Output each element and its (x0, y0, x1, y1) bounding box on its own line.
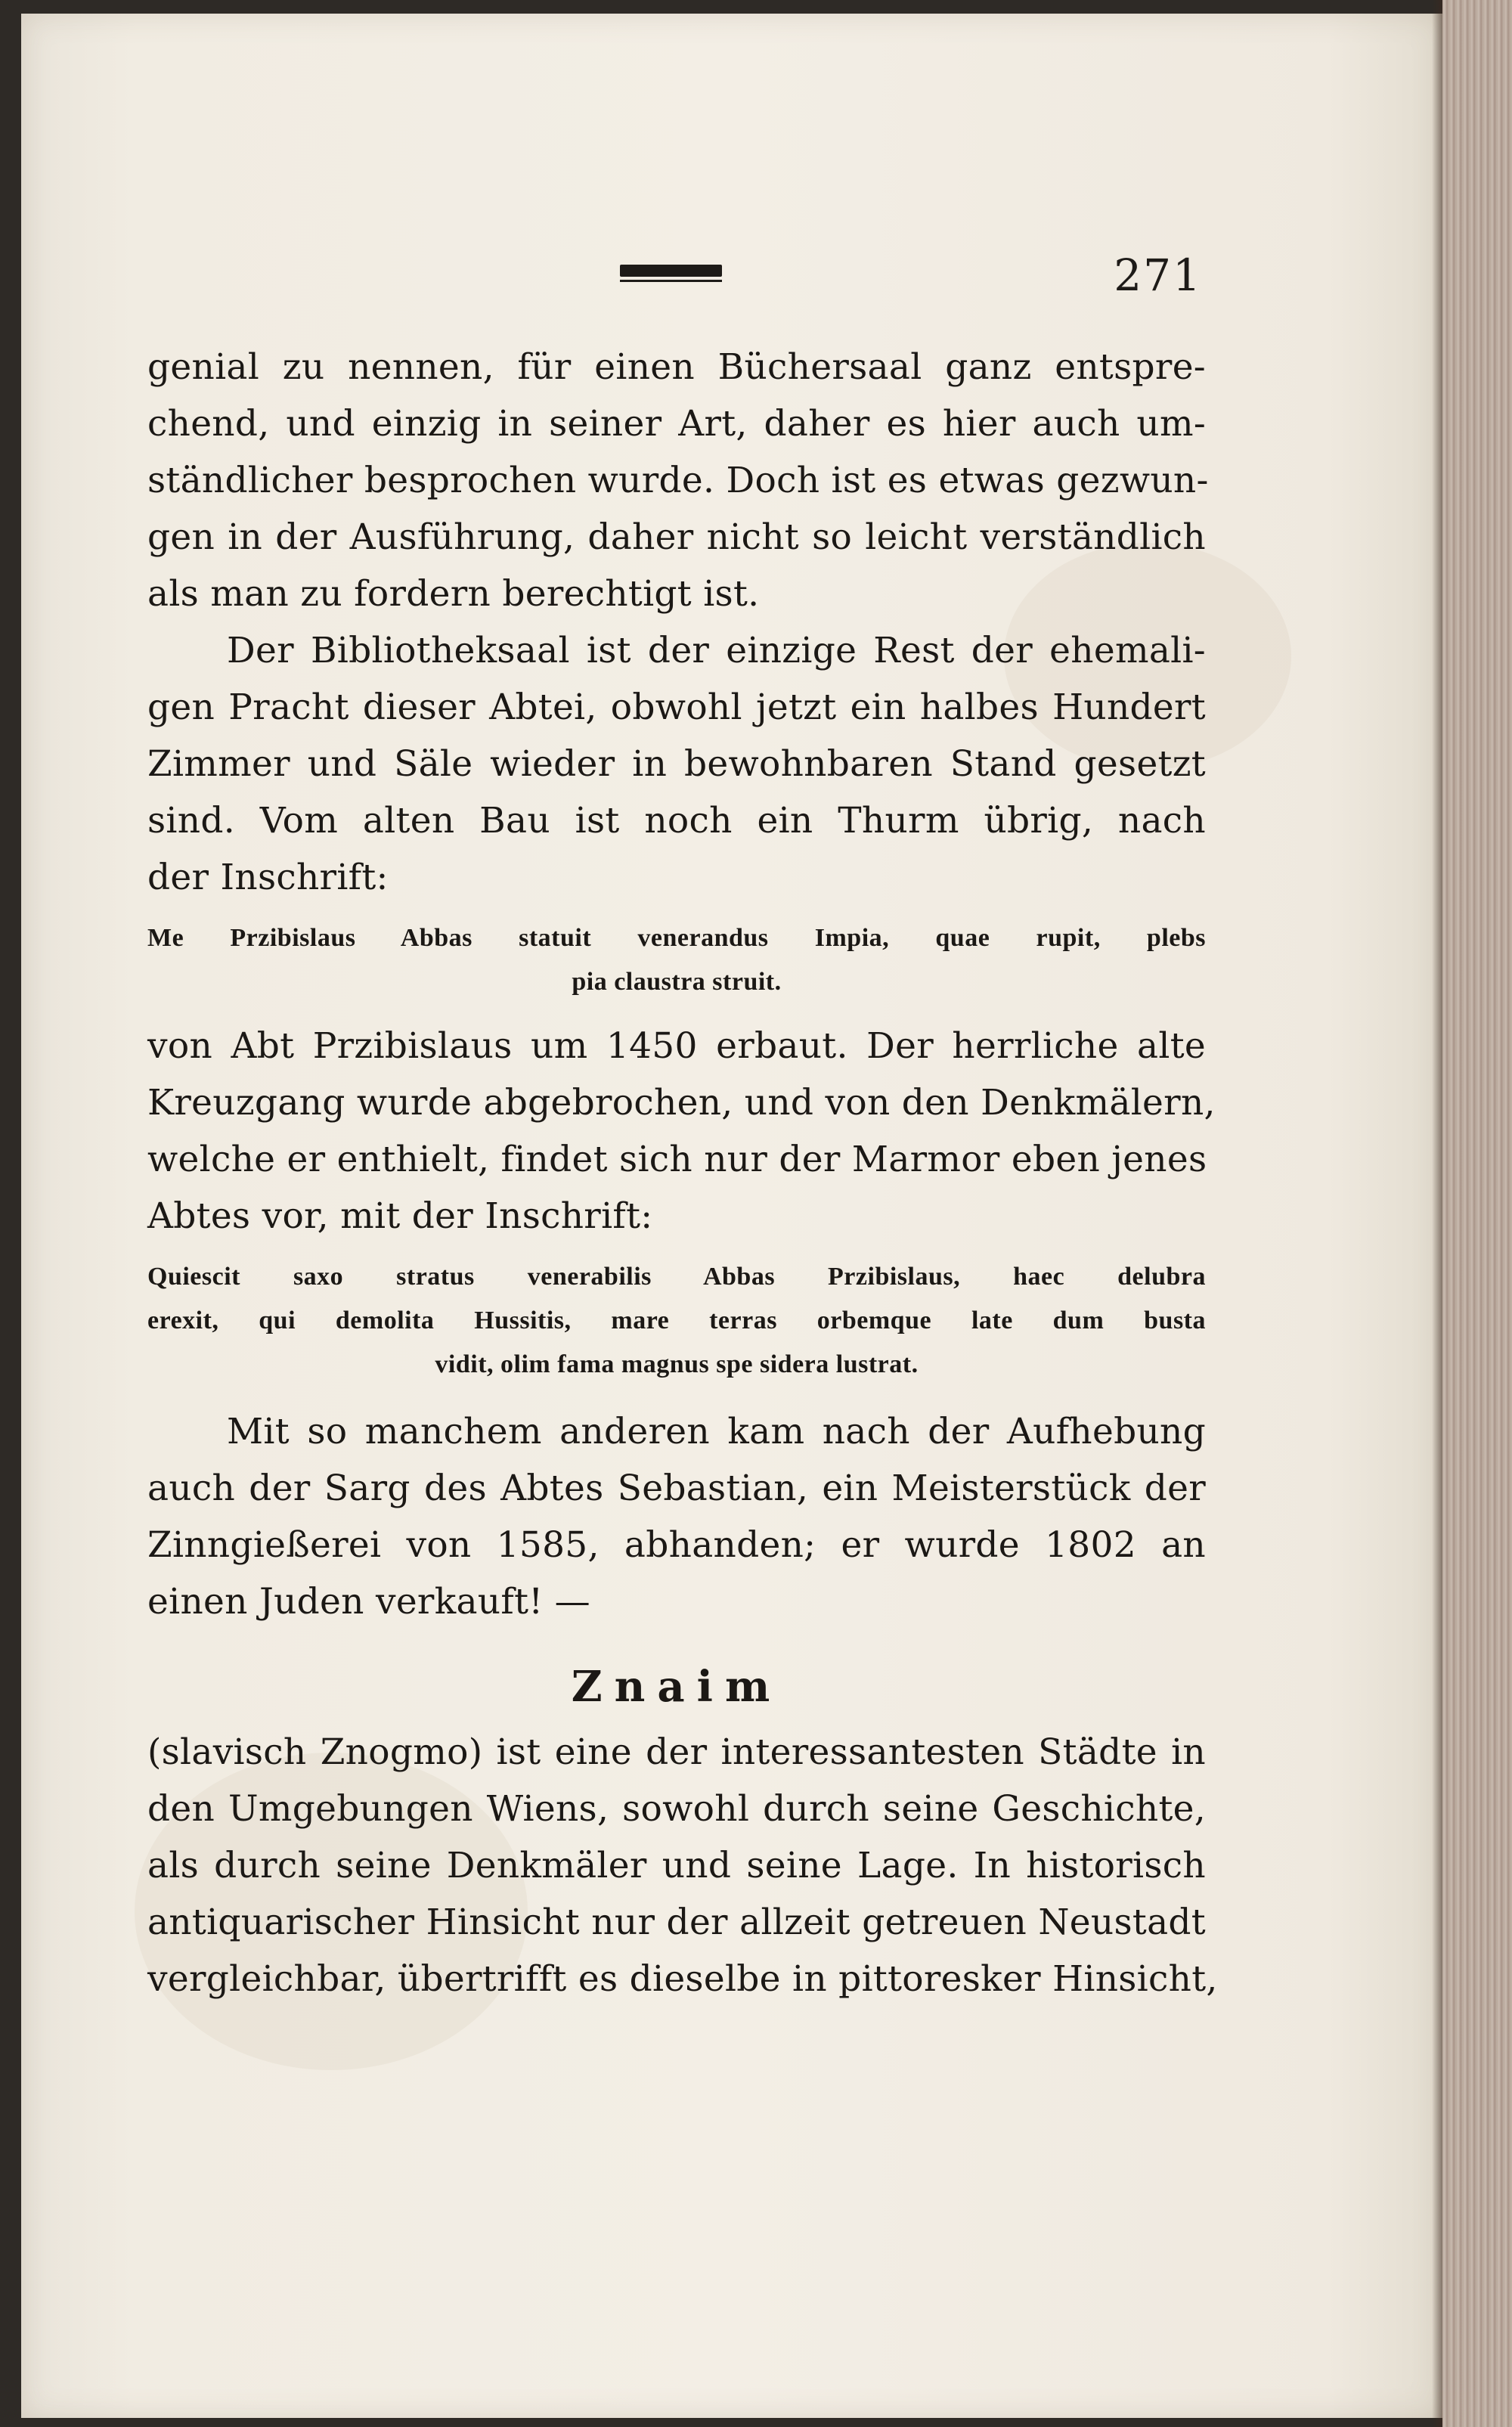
text-line: auch der Sarg des Abtes Sebastian, ein Meisterstück der (147, 1468, 1206, 1509)
text-line: als durch seine Denkmäler und seine Lage. In historisch (147, 1845, 1206, 1886)
text-line: antiquarischer Hinsicht nur der allzeit getreuen Neustadt (147, 1902, 1206, 1943)
latin-inscription-tomb (147, 1255, 1206, 1387)
latin-inscription-tower (147, 916, 1206, 1004)
text-line: gen in der Ausführung, daher nicht so leicht verständlich (147, 516, 1206, 558)
paragraph-bibliotheksaal (147, 622, 1206, 906)
inscription-line: vidit, olim fama magnus spe sidera lustrat. (435, 1350, 919, 1378)
text-line: einen Juden verkauft! — (147, 1581, 590, 1623)
text-line: vergleichbar, übertrifft es dieselbe in pittoresker Hinsicht, (147, 1958, 1218, 2000)
text-line: von Abt Przibislaus um 1450 erbaut. Der herrliche alte (147, 1025, 1206, 1067)
text-line: den Umgebungen Wiens, sowohl durch seine Geschichte, (147, 1788, 1206, 1830)
text-line: (slavisch Znogmo) ist eine der interessantesten Städte in (147, 1731, 1206, 1773)
text-line: der Inschrift: (147, 857, 389, 898)
text-line: welche er enthielt, findet sich nur der Marmor eben jenes (147, 1139, 1207, 1180)
paragraph-sarg (147, 1403, 1206, 1630)
text-line: genial zu nennen, für einen Büchersaal ganz entspre- (147, 346, 1206, 388)
paragraph-bibliotheksaal-intro (147, 339, 1209, 622)
inscription-line: erexit, qui demolita Hussitis, mare terras orbemque late dum busta (147, 1306, 1206, 1334)
inscription-line: Quiescit saxo stratus venerabilis Abbas Przibislaus, haec delubra (147, 1263, 1206, 1291)
text-line: ständlicher besprochen wurde. Doch ist es etwas gezwun- (147, 460, 1209, 501)
page-edges (1442, 0, 1512, 2427)
section-heading-znaim: Znaim (571, 1662, 782, 1712)
text-line: Zimmer und Säle wieder in bewohnbaren Stand gesetzt (147, 743, 1206, 785)
text-line: Kreuzgang wurde abgebrochen, und von den Denkmälern, (147, 1082, 1216, 1124)
text-line: Abtes vor, mit der Inschrift: (147, 1195, 653, 1237)
text-line: Mit so manchem anderen kam nach der Aufhebung (227, 1411, 1206, 1452)
text-line: chend, und einzig in seiner Art, daher es hier auch um- (147, 403, 1206, 445)
page-number: 271 (1114, 250, 1202, 301)
header-ornament-rule (620, 265, 722, 277)
text-line: als man zu fordern berechtigt ist. (147, 573, 760, 615)
binding-shadow (1432, 0, 1442, 2427)
inscription-line: Me Przibislaus Abbas statuit venerandus Impia, quae rupit, plebs (147, 924, 1206, 952)
page-body (147, 339, 1218, 2007)
paragraph-znaim (147, 1724, 1218, 2007)
inscription-line: pia claustra struit. (572, 968, 782, 996)
paragraph-kreuzgang (147, 1018, 1216, 1244)
text-line: Zinngießerei von 1585, abhanden; er wurde 1802 an (147, 1524, 1206, 1566)
text-line: sind. Vom alten Bau ist noch ein Thurm übrig, nach (147, 800, 1206, 842)
text-line: gen Pracht dieser Abtei, obwohl jetzt ein halbes Hundert (147, 687, 1206, 728)
text-line: Der Bibliotheksaal ist der einzige Rest der ehemali- (227, 630, 1206, 671)
